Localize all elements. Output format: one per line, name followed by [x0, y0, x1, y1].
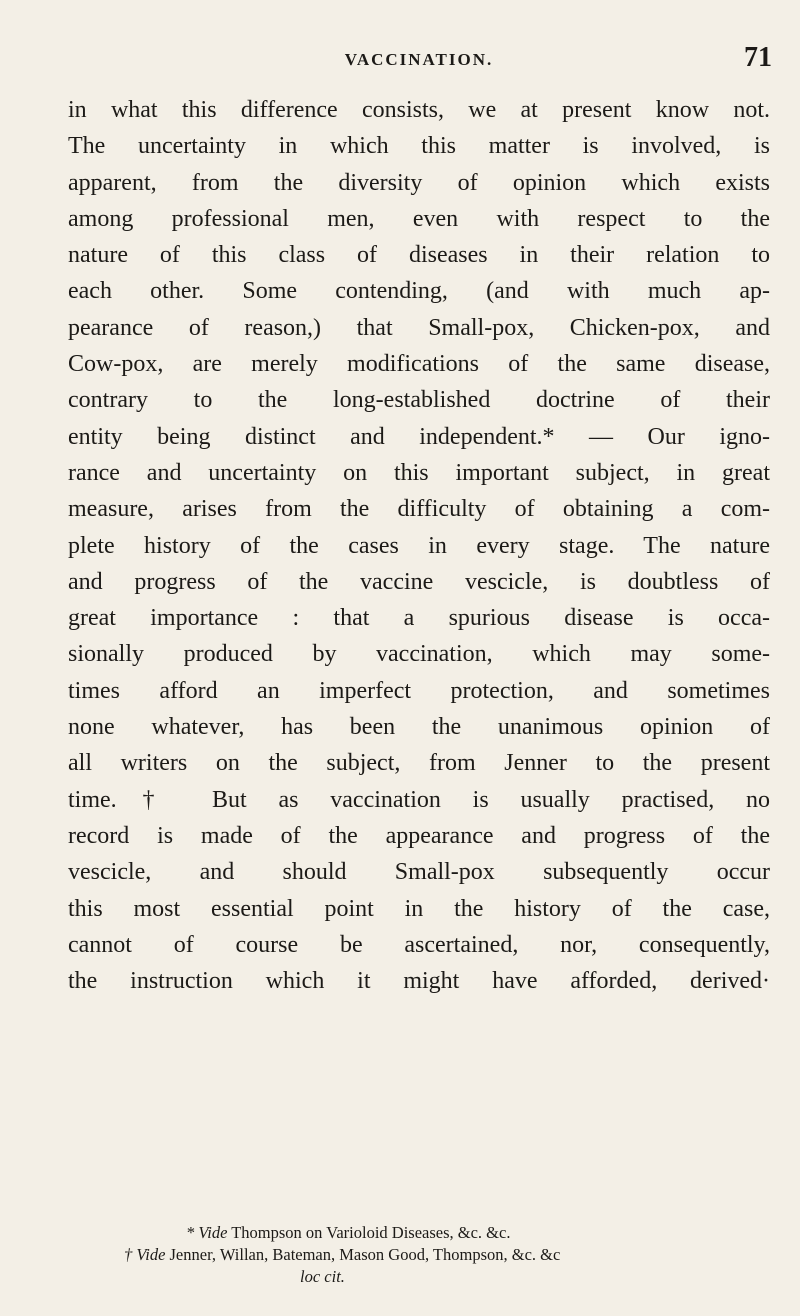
footnote-2-continued: loc cit.: [300, 1267, 345, 1286]
text-line: sionally produced by vaccination, which may some-: [68, 641, 770, 668]
text-line: pearance of reason,) that Small-pox, Chicken-pox, and: [68, 314, 770, 341]
text-line: contrary to the long-established doctrine of their: [68, 387, 770, 414]
running-head: [68, 44, 770, 84]
text-line: this most essential point in the history of the case,: [68, 895, 770, 922]
text-line: Cow-pox, are merely modifications of the same disease,: [68, 351, 770, 378]
text-line: and progress of the vaccine vescicle, is doubtless of: [68, 568, 770, 595]
text-line: the instruction which it might have afforded, derived·: [68, 968, 770, 995]
footnote-2: [68, 1244, 770, 1266]
text-line: nature of this class of diseases in their relation to: [68, 242, 770, 269]
footnote-1: [68, 1222, 770, 1244]
footnote-mark: †: [124, 1245, 133, 1264]
footnote-mark: *: [186, 1223, 195, 1242]
text-line: time.† But as vaccination is usually practised, no: [68, 786, 770, 813]
body-text: [68, 92, 770, 999]
text-line: times afford an imperfect protection, and sometimes: [68, 677, 770, 704]
text-line: rance and uncertainty on this important subject, in great: [68, 459, 770, 486]
text-line: vescicle, and should Small-pox subsequently occur: [68, 859, 770, 886]
text-line: cannot of course be ascertained, nor, consequently,: [68, 931, 770, 958]
text-line: each other. Some contending, (and with much ap-: [68, 278, 770, 305]
footnotes: [68, 1222, 770, 1288]
text-line: apparent, from the diversity of opinion which exists: [68, 169, 770, 196]
page-number: 71: [744, 42, 772, 73]
text-line: all writers on the subject, from Jenner to the present: [68, 750, 770, 777]
text-line: record is made of the appearance and progress of the: [68, 822, 770, 849]
text-line: in what this difference consists, we at present know not.: [68, 97, 770, 123]
footnote-text: Thompson on Varioloid Diseases, &c. &c.: [231, 1223, 511, 1242]
text-line: The uncertainty in which this matter is involved, is: [68, 133, 770, 160]
footnote-vide: Vide: [198, 1223, 228, 1242]
text-line: entity being distinct and independent.* — Our igno-: [68, 423, 770, 450]
footnote-text: Jenner, Willan, Bateman, Mason Good, Thompson, &c. &c: [169, 1245, 561, 1264]
running-title: VACCINATION.: [344, 50, 494, 69]
text-line: among professional men, even with respect to the: [68, 205, 770, 232]
text-line: none whatever, has been the unanimous opinion of: [68, 714, 770, 741]
text-line: great importance : that a spurious disease is occa-: [68, 605, 770, 632]
footnote-vide: Vide: [136, 1245, 166, 1264]
text-line: plete history of the cases in every stage. The nature: [68, 532, 770, 559]
text-line: measure, arises from the difficulty of obtaining a com-: [68, 496, 770, 523]
